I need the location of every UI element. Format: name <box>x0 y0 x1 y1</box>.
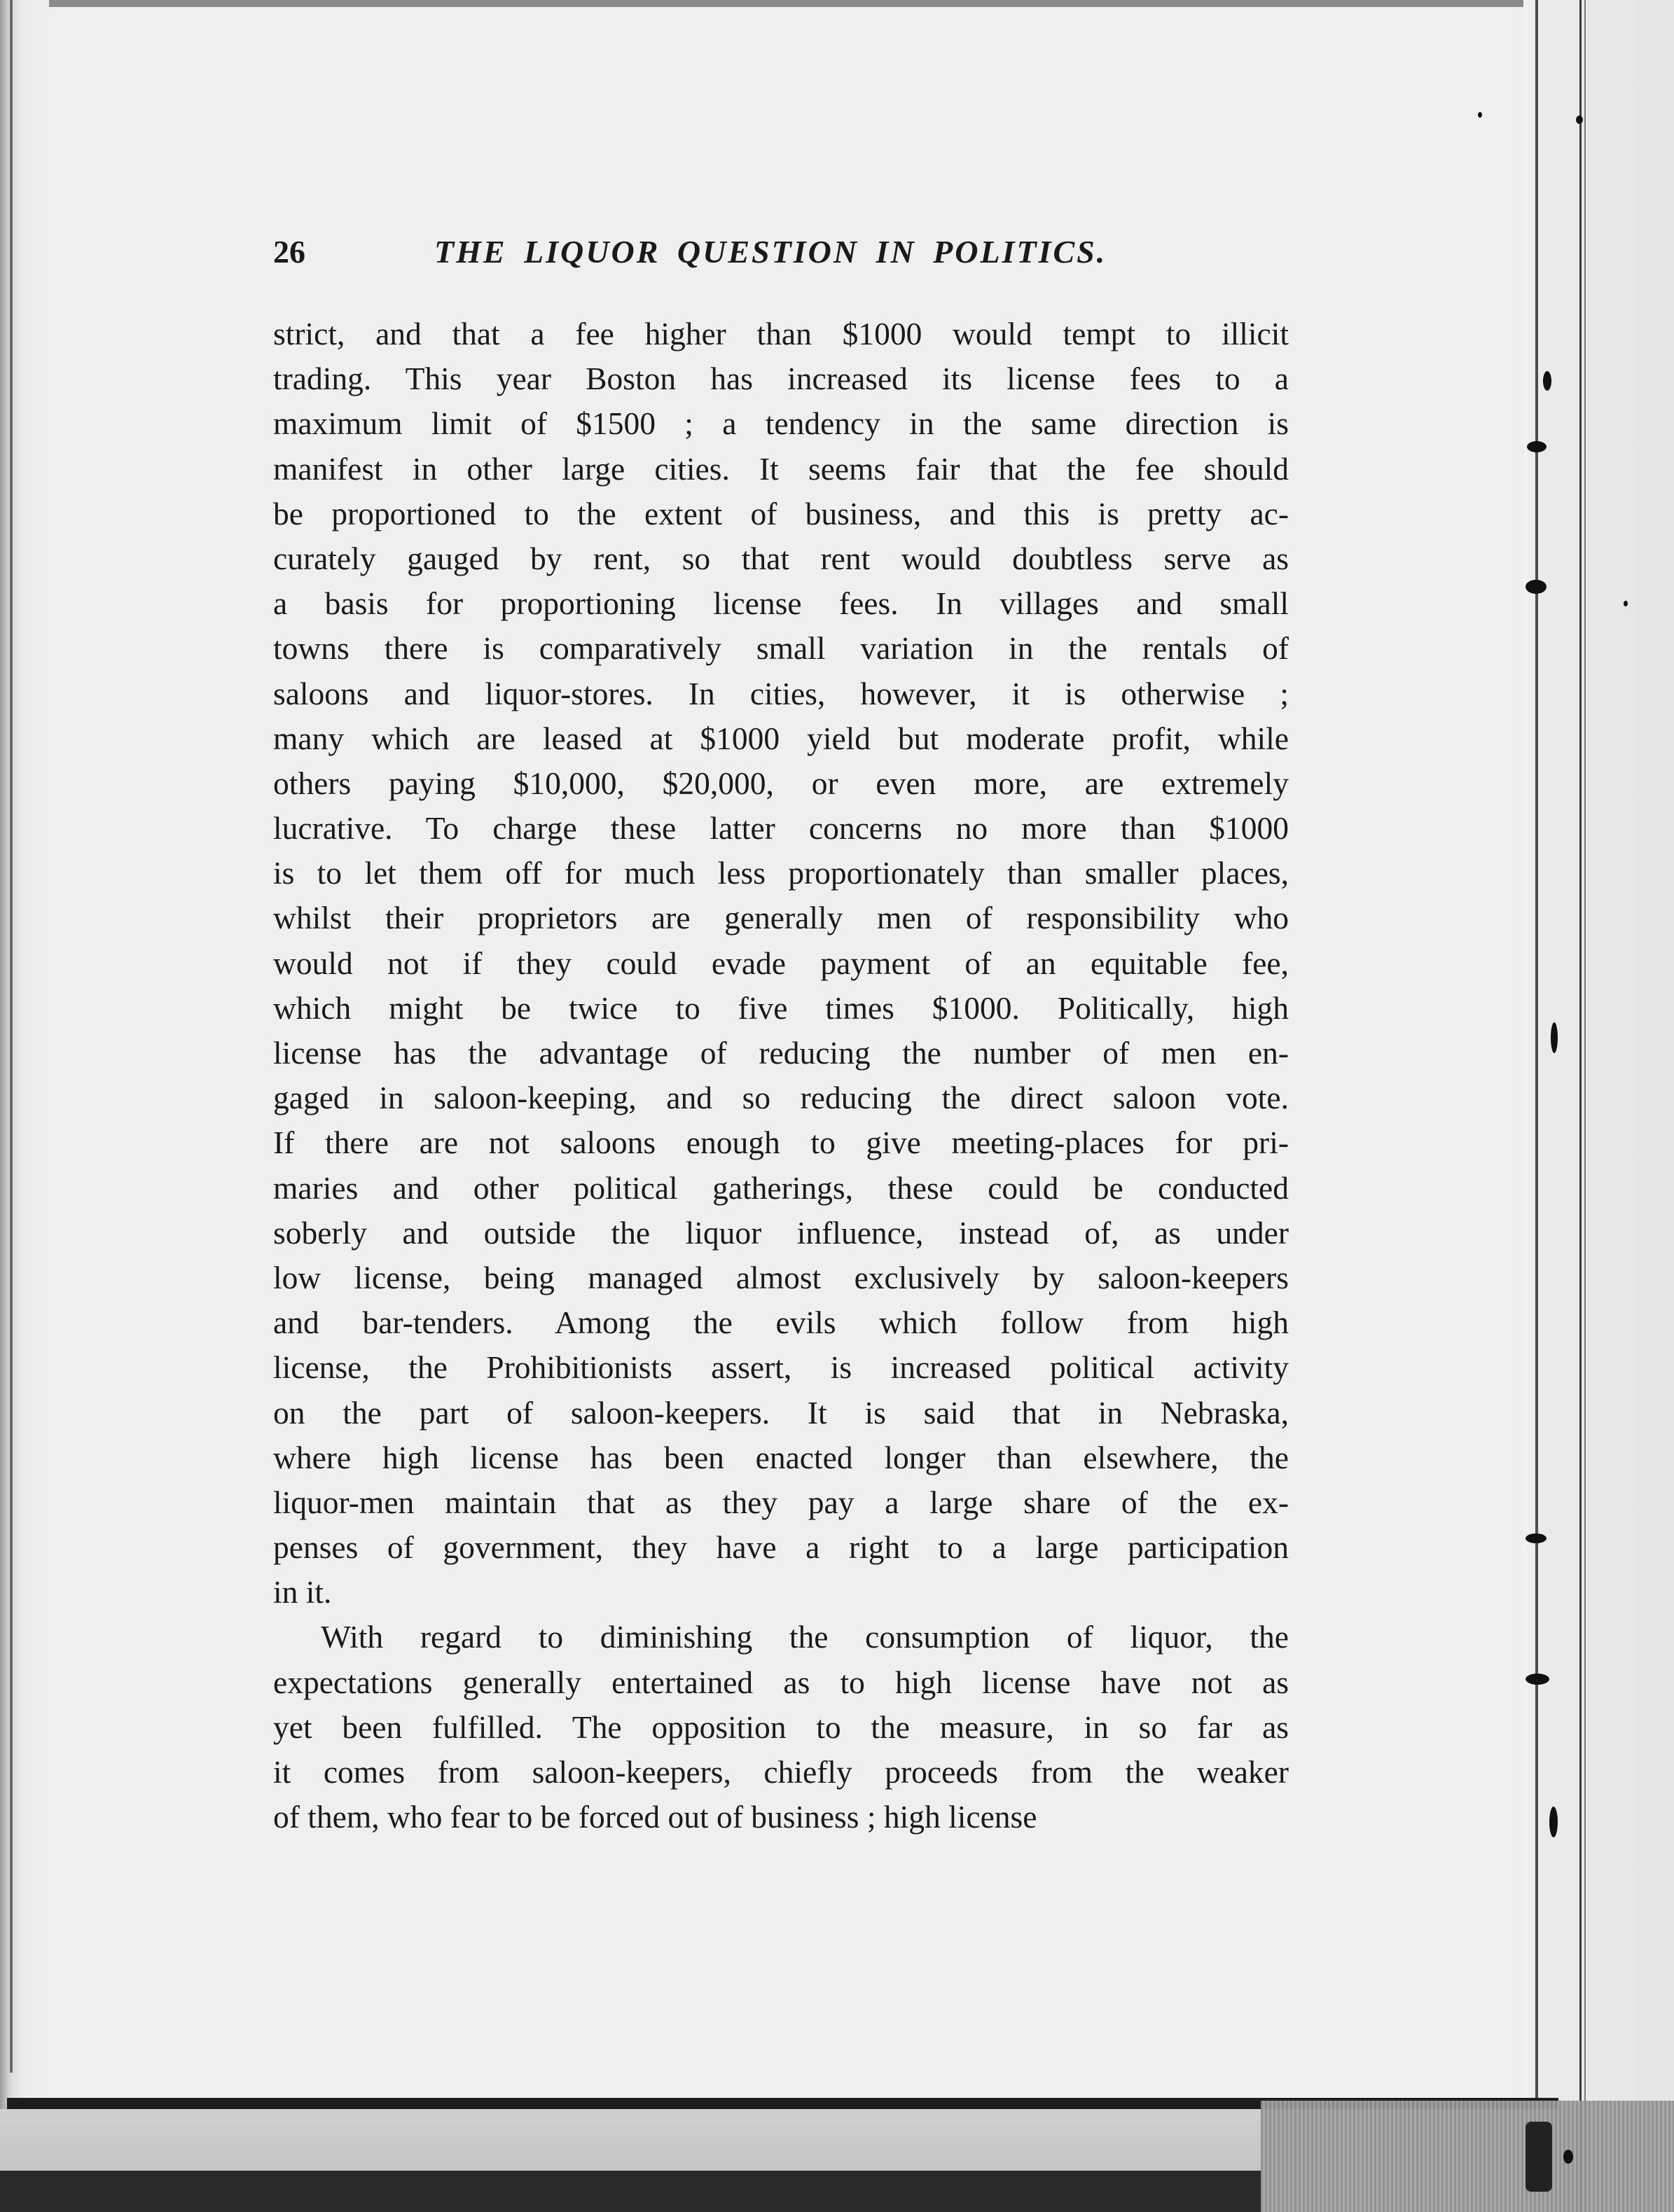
scan-right-margin <box>1523 0 1674 2101</box>
binding-mark <box>1526 580 1547 594</box>
text-line: strict, and that a fee higher than $1000 would tempt to illicit <box>273 316 1289 352</box>
text-line: liquor-men maintain that as they pay a large share of the ex- <box>273 1484 1289 1520</box>
text-line: be proportioned to the extent of business, and this is pretty ac- <box>273 495 1289 531</box>
running-title: THE LIQUOR QUESTION IN POLITICS. <box>434 234 1107 270</box>
scan-top-edge <box>0 0 1674 7</box>
text-line: low license, being managed almost exclusively by saloon-keepers <box>273 1259 1289 1295</box>
binding-mark <box>1563 2150 1573 2164</box>
page-number: 26 <box>273 234 305 270</box>
paragraph-2 <box>273 1615 1289 1839</box>
text-line: With regard to diminishing the consumption of liquor, the <box>321 1619 1289 1655</box>
text-line: penses of government, they have a right to a large participation <box>273 1529 1289 1566</box>
text-line: many which are leased at $1000 yield but moderate profit, while <box>273 720 1289 756</box>
binding-mark <box>1543 371 1551 391</box>
scan-binding-edge <box>1579 0 1582 2212</box>
scan-left-edge <box>0 0 49 2212</box>
text-line: maximum limit of $1500 ; a tendency in the same direction is <box>273 405 1289 442</box>
text-line: others paying $10,000, $20,000, or even more, are extremely <box>273 765 1289 801</box>
text-line: maries and other political gatherings, these could be conducted <box>273 1169 1289 1206</box>
binding-mark <box>1526 1674 1549 1685</box>
text-line: soberly and outside the liquor influence, instead of, as under <box>273 1214 1289 1251</box>
body-text <box>273 312 1289 1839</box>
binding-mark <box>1526 2122 1552 2192</box>
text-line: where high license has been enacted longer than elsewhere, the <box>273 1439 1289 1475</box>
text-line: saloons and liquor-stores. In cities, however, it is otherwise ; <box>273 675 1289 711</box>
book-page <box>273 228 1289 1839</box>
binding-mark <box>1576 116 1583 124</box>
text-line: towns there is comparatively small variation in the rentals of <box>273 630 1289 667</box>
text-line: license has the advantage of reducing the number of men en- <box>273 1035 1289 1071</box>
text-line: yet been fulfilled. The opposition to the measure, in so far as <box>273 1709 1289 1745</box>
text-line: a basis for proportioning license fees. In villages and small <box>273 585 1289 622</box>
running-head <box>273 228 1289 277</box>
binding-mark <box>1624 601 1628 606</box>
text-line: in it. <box>273 1574 332 1611</box>
text-line: curately gauged by rent, so that rent would doubtless serve as <box>273 540 1289 576</box>
text-line: and bar-tenders. Among the evils which follow from high <box>273 1305 1289 1341</box>
text-line: would not if they could evade payment of an equitable fee, <box>273 945 1289 981</box>
binding-mark <box>1478 112 1482 118</box>
scan-bottom-gray-block <box>1261 2101 1674 2212</box>
paragraph-1 <box>273 312 1289 1615</box>
text-line: If there are not saloons enough to give meeting-places for pri- <box>273 1125 1289 1161</box>
binding-mark <box>1526 1533 1547 1543</box>
text-line: which might be twice to five times $1000. Politically, high <box>273 989 1289 1026</box>
scan-bottom-shadow <box>0 2171 1261 2212</box>
binding-mark <box>1527 441 1547 452</box>
binding-mark <box>1551 1022 1558 1053</box>
text-line: gaged in saloon-keeping, and so reducing the direct saloon vote. <box>273 1080 1289 1116</box>
text-line: license, the Prohibitionists assert, is increased political activity <box>273 1349 1289 1386</box>
scan-left-border <box>10 0 13 2073</box>
scan-right-border <box>1535 0 1538 2101</box>
text-line: of them, who fear to be forced out of business ; high license <box>273 1799 1037 1835</box>
text-line: is to let them off for much less proportionately than smaller places, <box>273 855 1289 891</box>
binding-mark <box>1549 1807 1558 1837</box>
scan-binding-shadow <box>1584 0 1586 2212</box>
text-line: expectations generally entertained as to high license have not as <box>273 1664 1289 1700</box>
text-line: manifest in other large cities. It seems fair that the fee should <box>273 450 1289 487</box>
text-line: lucrative. To charge these latter concerns no more than $1000 <box>273 810 1289 847</box>
text-line: trading. This year Boston has increased its license fees to a <box>273 361 1289 397</box>
text-line: whilst their proprietors are generally men of responsibility who <box>273 900 1289 936</box>
text-line: on the part of saloon-keepers. It is said that in Nebraska, <box>273 1394 1289 1431</box>
text-line: it comes from saloon-keepers, chiefly proceeds from the weaker <box>273 1754 1289 1790</box>
